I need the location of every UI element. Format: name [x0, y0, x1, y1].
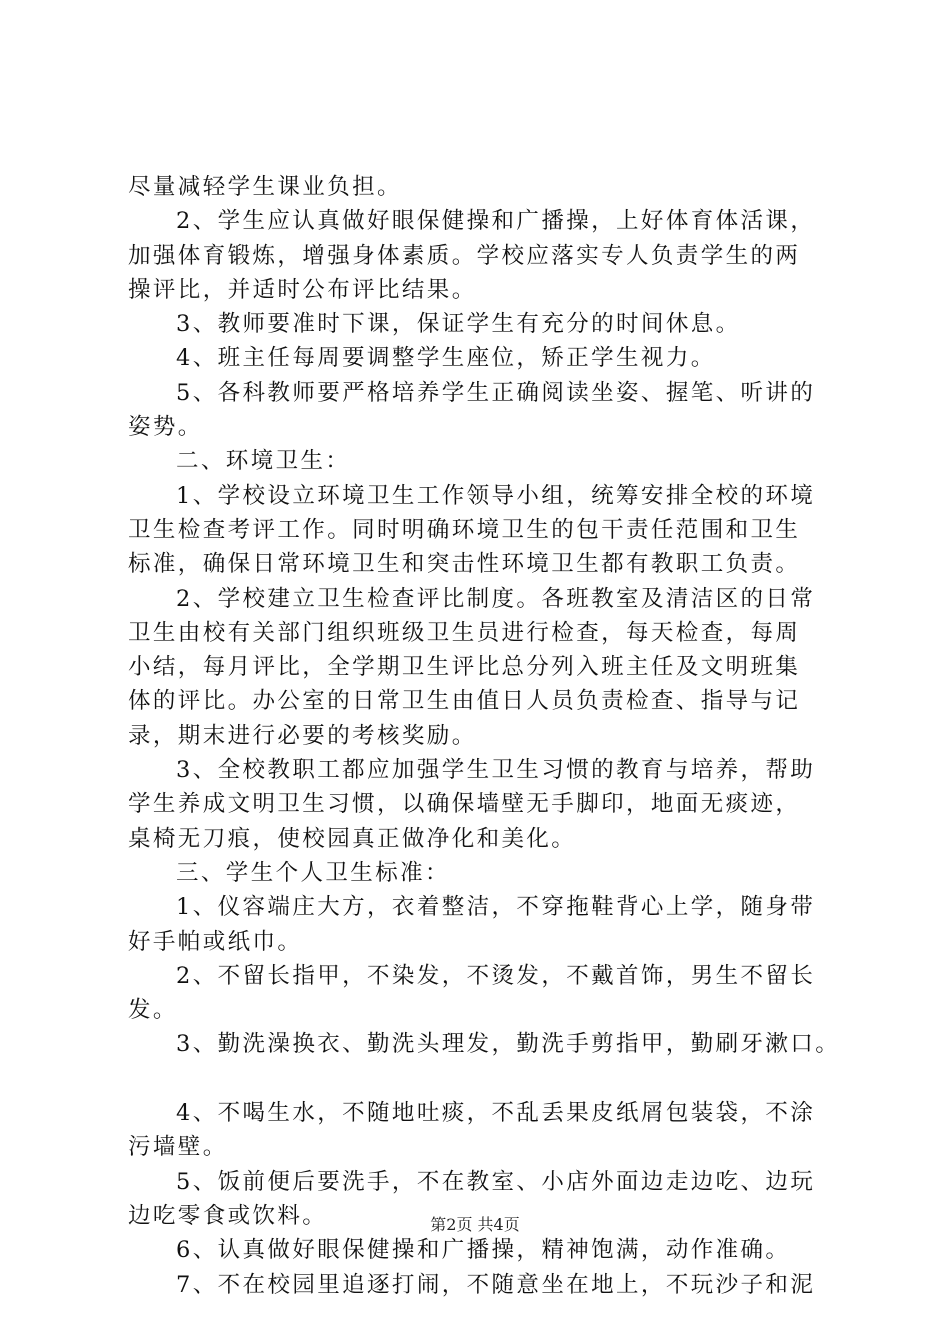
blank-line: [128, 1062, 848, 1096]
document-body: [128, 170, 848, 1302]
text-line: 二、环境卫生：: [176, 448, 351, 475]
text-line: 好手帕或纸巾。: [128, 928, 303, 955]
text-line: 7、不在校园里追逐打闹，不随意坐在地上，不玩沙子和泥: [176, 1271, 816, 1298]
text-line: 3、全校教职工都应加强学生卫生习惯的教育与培养，帮助: [176, 757, 816, 784]
text-line: 卫生由校有关部门组织班级卫生员进行检查，每天检查，每周: [128, 619, 801, 646]
text-line: 学生养成文明卫生习惯，以确保墙壁无手脚印，地面无痰迹，: [128, 791, 801, 818]
text-line: 加强体育锻炼，增强身体素质。学校应落实专人负责学生的两: [128, 242, 801, 269]
text-line: 1、学校设立环境卫生工作领导小组，统筹安排全校的环境: [176, 482, 816, 509]
text-line: 6、认真做好眼保健操和广播操，精神饱满，动作准确。: [176, 1237, 791, 1264]
text-line: 标准，确保日常环境卫生和突击性环境卫生都有教职工负责。: [128, 551, 801, 578]
text-line: 三、学生个人卫生标准：: [176, 859, 450, 886]
page-footer: 第2页 共4页: [430, 1215, 520, 1234]
text-line: 操评比，并适时公布评比结果。: [128, 276, 477, 303]
text-line: 3、教师要准时下课，保证学生有充分的时间休息。: [176, 311, 741, 338]
text-line: 卫生检查考评工作。同时明确环境卫生的包干责任范围和卫生: [128, 516, 801, 543]
text-line: 小结，每月评比，全学期卫生评比总分列入班主任及文明班集: [128, 654, 801, 681]
text-line: 录，期末进行必要的考核奖励。: [128, 722, 477, 749]
text-line: 污墙壁。: [128, 1134, 228, 1161]
text-line: 姿势。: [128, 414, 203, 441]
text-line: 2、学生应认真做好眼保健操和广播操，上好体育体活课，: [176, 208, 816, 235]
text-line: 边吃零食或饮料。: [128, 1202, 328, 1229]
text-line: 2、不留长指甲，不染发，不烫发，不戴首饰，男生不留长: [176, 962, 816, 989]
text-line: 发。: [128, 997, 178, 1024]
text-line: 5、饭前便后要洗手，不在教室、小店外面边走边吃、边玩: [176, 1168, 816, 1195]
text-line: 桌椅无刀痕，使校园真正做净化和美化。: [128, 825, 577, 852]
text-line: 4、不喝生水，不随地吐痰，不乱丢果皮纸屑包装袋，不涂: [176, 1100, 816, 1127]
text-line: 5、各科教师要严格培养学生正确阅读坐姿、握笔、听讲的: [176, 379, 816, 406]
text-line: 1、仪容端庄大方，衣着整洁，不穿拖鞋背心上学，随身带: [176, 894, 816, 921]
text-line: 3、勤洗澡换衣、勤洗头理发，勤洗手剪指甲，勤刷牙漱口。: [176, 1031, 841, 1058]
text-line: 尽量减轻学生课业负担。: [128, 174, 402, 200]
text-line: 2、学校建立卫生检查评比制度。各班教室及清洁区的日常: [176, 585, 816, 612]
text-line: 4、班主任每周要调整学生座位，矫正学生视力。: [176, 345, 716, 372]
text-line: 体的评比。办公室的日常卫生由值日人员负责检查、指导与记: [128, 688, 801, 715]
